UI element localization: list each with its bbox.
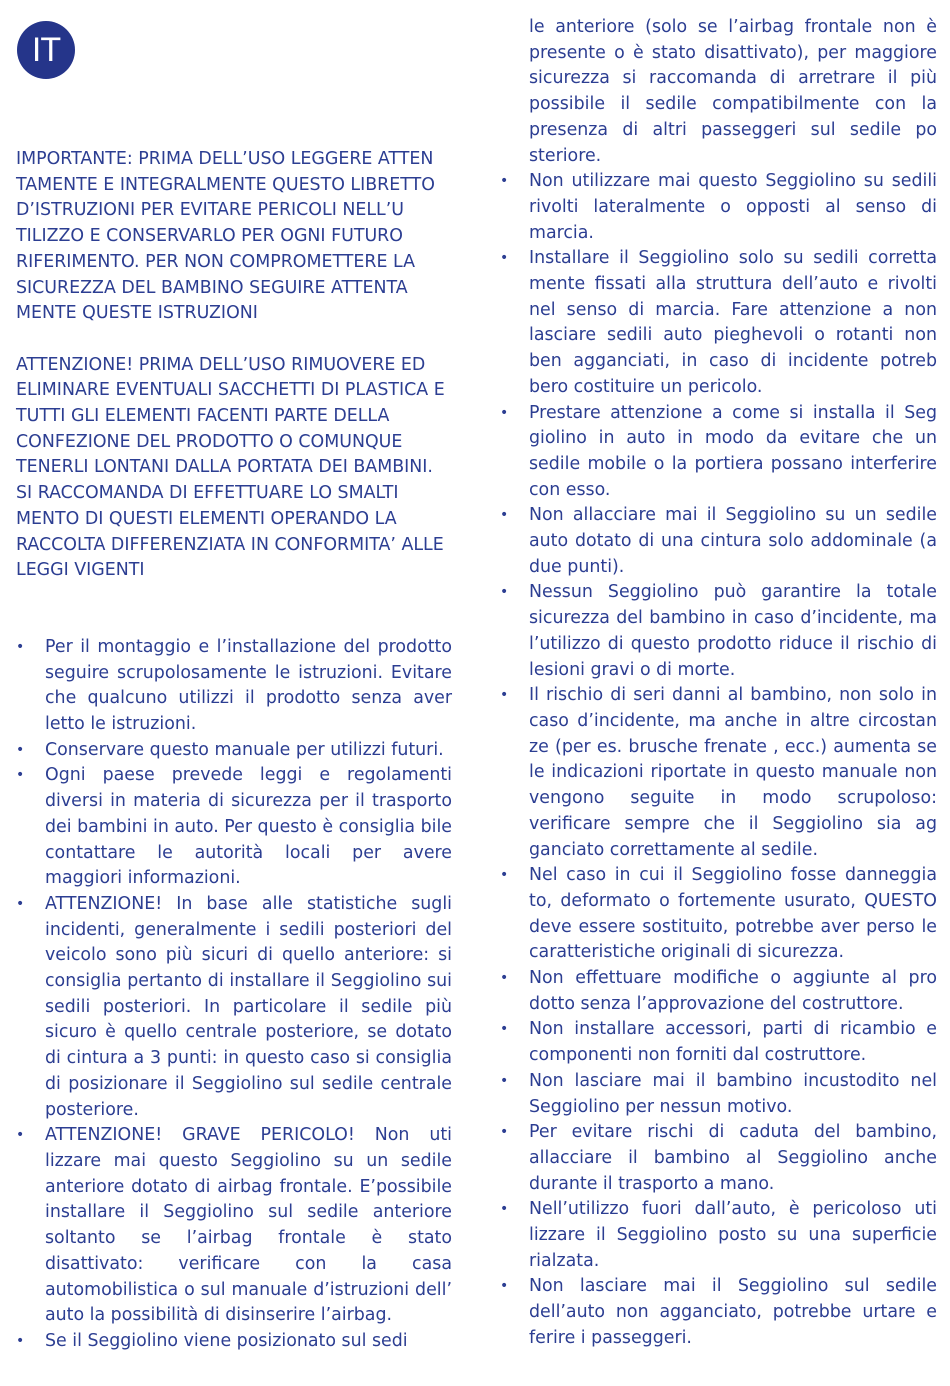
list-item: • Non lasciare mai il Seggiolino sul sedile dell’auto non agganciato, potrebbe urtare e ferire i passeggeri. [500,1274,937,1351]
list-item: • ATTENZIONE! GRAVE PERICOLO! Non uti lizzare mai questo Seggiolino su un sedile anteriore dotato di airbag frontale. E’possibile installare il Seggiolino sul sedile anteriore soltanto se l’airbag frontale è stato disattivato: verificare con la casa automobilistica o sul manuale d’istruzioni dell’ auto la possibilità di disinserire l’airbag. [16,1123,452,1329]
list-item: • Non utilizzare mai questo Seggiolino su sedili rivolti lateralmente o opposti al senso di marcia. [500,169,937,246]
list-item: • Non effettuare modifiche o aggiunte al pro dotto senza l’approvazione del costruttore. [500,966,937,1017]
list-item: • Nel caso in cui il Seggiolino fosse danneggia to, deformato o fortemente usurato, QUESTO deve essere sostituito, potrebbe aver perso le caratteristiche originali di sicurezza. [500,863,937,966]
list-item: • Il rischio di seri danni al bambino, non solo in caso d’incidente, ma anche in altre circostan ze (per es. brusche frenate , ecc.) aumenta se le indicazioni riportate in questo manuale non vengono seguite in modo scrupoloso: verificare sempre che il Seggiolino sia ag ganciato correttamente al sedile. [500,683,937,863]
right-column [500,15,937,1352]
list-item: • Nessun Seggiolino può garantire la totale sicurezza del bambino in caso d’incidente, ma l’utilizzo di questo prodotto riduce il rischio di lesioni gravi o di morte. [500,580,937,683]
left-bullet-list [16,635,452,1355]
list-item: • Per evitare rischi di caduta del bambino, allacciare il bambino al Seggiolino anche durante il trasporto a mano. [500,1120,937,1197]
continued-paragraph: le anteriore (solo se l’airbag frontale non è presente o è stato disattivato), per maggiore sicurezza si raccomanda di arretrare il più possibile il sedile compatibilmente con la presenza di altri passeggeri sul sedile po steriore. [529,17,937,166]
list-item: • Ogni paese prevede leggi e regolamenti diversi in materia di sicurezza per il trasporto dei bambini in auto. Per questo è consiglia bile contattare le autorità locali per avere maggiori informazioni. [16,763,452,892]
list-item: • Non lasciare mai il bambino incustodito nel Seggiolino per nessun motivo. [500,1069,937,1120]
list-item: • Se il Seggiolino viene posizionato sul sedi [16,1329,452,1355]
list-item: • Non allacciare mai il Seggiolino su un sedile auto dotato di una cintura solo addominale (a due punti). [500,503,937,580]
list-item: • Installare il Seggiolino solo su sedili corretta mente fissati alla struttura dell’auto e rivolti nel senso di marcia. Fare attenzione a non lasciare sedili auto pieghevoli o rotanti non ben agganciati, in caso di incidente potreb bero costituire un pericolo. [500,246,937,400]
left-column [16,147,452,1355]
list-item: • Non installare accessori, parti di ricambio e componenti non forniti dal costruttore. [500,1017,937,1068]
language-badge: IT [17,21,75,79]
list-item: • Conservare questo manuale per utilizzi futuri. [16,738,452,764]
important-notice: IMPORTANTE: PRIMA DELL’USO LEGGERE ATTEN TAMENTE E INTEGRALMENTE QUESTO LIBRETTO D’ISTRUZIONI PER EVITARE PERICOLI NELL’U TILIZZO E CONSERVARLO PER OGNI FUTURO RIFERIMENTO. PER NON COMPROMETTERE LA SICUREZZA DEL BAMBINO SEGUIRE ATTENTA MENTE QUESTE ISTRUZIONI [16,149,435,324]
list-item: • Per il montaggio e l’installazione del prodotto seguire scrupolosamente le istruzioni. Evitare che qualcuno utilizzi il prodotto senza aver letto le istruzioni. [16,635,452,738]
list-item: • Nell’utilizzo fuori dall’auto, è pericoloso uti lizzare il Seggiolino posto su una superficie rialzata. [500,1197,937,1274]
list-item: • ATTENZIONE! In base alle statistiche sugli incidenti, generalmente i sedili posteriori del veicolo sono più sicuri di quello anteriore: si consiglia pertanto di installare il Seggiolino sui sedili posteriori. In particolare il sedile più sicuro è quello centrale posteriore, se dotato di cintura a 3 punti: in questo caso si consiglia di posizionare il Seggiolino sul sedile centrale posteriore. [16,892,452,1123]
attention-notice: ATTENZIONE! PRIMA DELL’USO RIMUOVERE ED ELIMINARE EVENTUALI SACCHETTI DI PLASTICA E TUTTI GLI ELEMENTI FACENTI PARTE DELLA CONFEZIONE DEL PRODOTTO O COMUNQUE TENERLI LONTANI DALLA PORTATA DEI BAMBINI. SI RACCOMANDA DI EFFETTUARE LO SMALTI MENTO DI QUESTI ELEMENTI OPERANDO LA RACCOLTA DIFFERENZIATA IN CONFORMITA’ ALLE LEGGI VIGENTI [16,354,445,581]
right-bullet-list [500,169,937,1351]
list-item: • Prestare attenzione a come si installa il Seg giolino in auto in modo da evitare che un sedile mobile o la portiera possano interferire con esso. [500,401,937,504]
